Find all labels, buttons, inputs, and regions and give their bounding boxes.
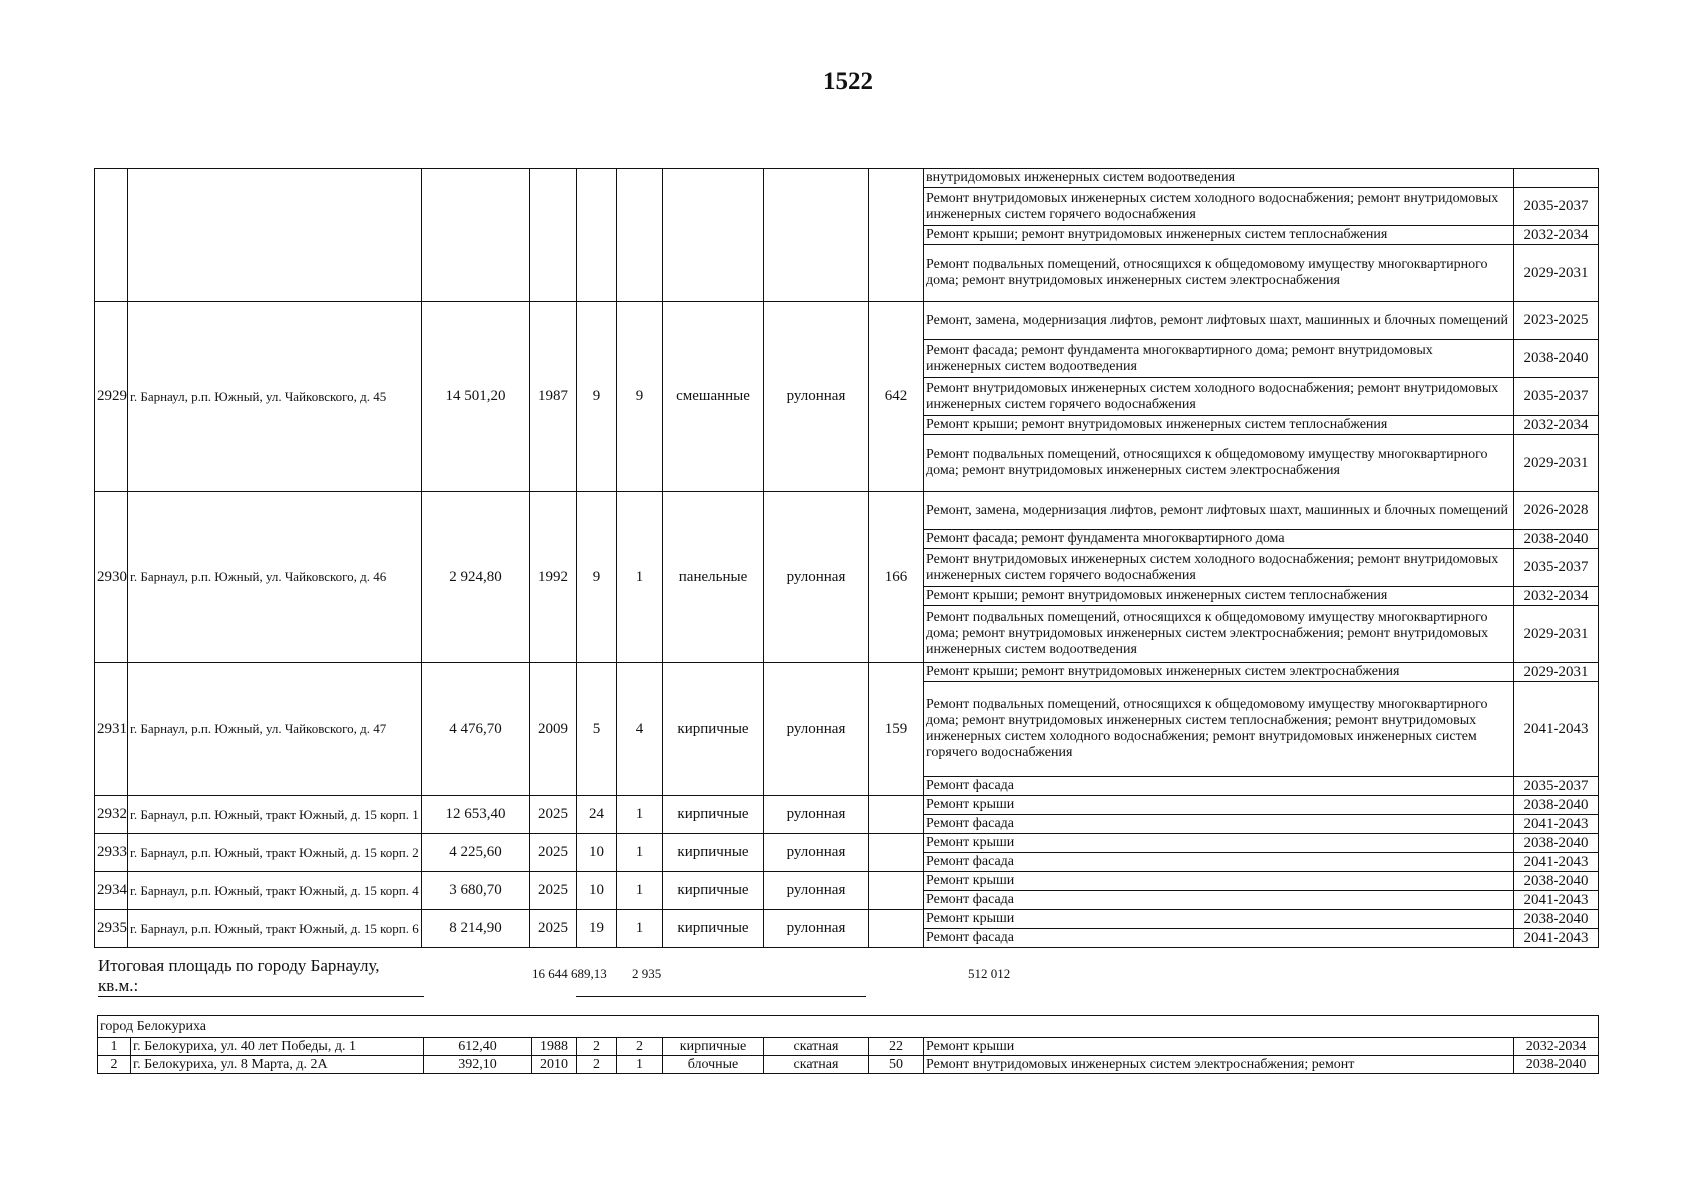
building-roof-cell: рулонная [764, 796, 869, 834]
building-residents-cell [869, 910, 924, 948]
period-cell: 2041-2043 [1514, 853, 1599, 872]
work-cell: Ремонт фасада; ремонт фундамента многоквартирного дома; ремонт внутридомовых инженерных систем водоотведения [924, 340, 1514, 378]
work-cell: Ремонт подвальных помещений, относящихся к общедомовому имуществу многоквартирного дома; ремонт внутридомовых инженерных систем теплоснабжения; ремонт внутридомовых инженерных систем холодного водоснабжения; ремонт внутридомовых инженерных систем горячего водоснабжения [924, 682, 1514, 777]
totals-count: 2 935 [632, 966, 662, 981]
table-row [95, 663, 1599, 682]
building-walls-cell: смешанные [663, 302, 764, 492]
building-residents-cell [869, 834, 924, 872]
building-entrances-cell: 1 [617, 910, 663, 948]
building-walls-cell: кирпичные [663, 910, 764, 948]
work-cell: Ремонт крыши; ремонт внутридомовых инженерных систем теплоснабжения [924, 587, 1514, 606]
main-table [94, 168, 1599, 948]
row-floors-cell: 2 [577, 1038, 617, 1056]
table-row [95, 910, 1599, 929]
row-year-cell: 2010 [532, 1056, 577, 1074]
building-walls-cell: кирпичные [663, 796, 764, 834]
table-row [95, 796, 1599, 815]
table-row [98, 1056, 1599, 1074]
building-roof-cell: рулонная [764, 492, 869, 663]
work-cell: Ремонт крыши [924, 1038, 1514, 1056]
work-cell: Ремонт, замена, модернизация лифтов, ремонт лифтовых шахт, машинных и блочных помещений [924, 302, 1514, 340]
row-entrances-cell: 1 [617, 1056, 663, 1074]
row-residents-cell: 22 [869, 1038, 924, 1056]
period-cell: 2035-2037 [1514, 188, 1599, 226]
work-cell: Ремонт подвальных помещений, относящихся к общедомовому имуществу многоквартирного дома; ремонт внутридомовых инженерных систем электроснабжения [924, 245, 1514, 302]
row-area-cell: 392,10 [424, 1056, 532, 1074]
totals-block [98, 956, 1498, 996]
building-no-cell: 2933 [95, 834, 128, 872]
period-cell: 2023-2025 [1514, 302, 1599, 340]
building-walls-cell: кирпичные [663, 834, 764, 872]
building-entrances-cell: 9 [617, 302, 663, 492]
period-cell: 2038-2040 [1514, 872, 1599, 891]
row-roof-cell: скатная [764, 1056, 869, 1074]
building-roof-cell: рулонная [764, 834, 869, 872]
row-no-cell: 1 [98, 1038, 131, 1056]
building-roof-cell: рулонная [764, 910, 869, 948]
building-floors-cell: 9 [577, 302, 617, 492]
building-roof-cell: рулонная [764, 663, 869, 796]
building-no-cell: 2929 [95, 302, 128, 492]
building-residents-cell [869, 796, 924, 834]
building-floors-cell: 10 [577, 872, 617, 910]
work-cell: Ремонт внутридомовых инженерных систем холодного водоснабжения; ремонт внутридомовых инженерных систем горячего водоснабжения [924, 378, 1514, 416]
work-cell: Ремонт подвальных помещений, относящихся к общедомовому имуществу многоквартирного дома; ремонт внутридомовых инженерных систем электроснабжения; ремонт внутридомовых инженерных систем водоотведения [924, 606, 1514, 663]
building-walls-cell: кирпичные [663, 663, 764, 796]
work-cell: Ремонт фасада [924, 777, 1514, 796]
building-no-cell: 2934 [95, 872, 128, 910]
building-entrances-cell: 1 [617, 872, 663, 910]
building-address-cell: г. Барнаул, р.п. Южный, тракт Южный, д. 15 корп. 6 [128, 910, 422, 948]
work-cell: внутридомовых инженерных систем водоотведения [924, 169, 1514, 188]
work-cell: Ремонт крыши [924, 796, 1514, 815]
period-cell: 2041-2043 [1514, 891, 1599, 910]
period-cell: 2032-2034 [1514, 1038, 1599, 1056]
table-row [95, 492, 1599, 530]
building-address-cell: г. Барнаул, р.п. Южный, ул. Чайковского, д. 47 [128, 663, 422, 796]
building-roof-cell: рулонная [764, 872, 869, 910]
totals-area: 16 644 689,13 [532, 966, 607, 981]
row-year-cell: 1988 [532, 1038, 577, 1056]
row-walls-cell: кирпичные [663, 1038, 764, 1056]
cont-walls-cell [663, 169, 764, 302]
building-floors-cell: 5 [577, 663, 617, 796]
building-floors-cell: 9 [577, 492, 617, 663]
row-no-cell: 2 [98, 1056, 131, 1074]
building-area-cell: 8 214,90 [422, 910, 530, 948]
row-residents-cell: 50 [869, 1056, 924, 1074]
building-no-cell: 2935 [95, 910, 128, 948]
work-cell: Ремонт подвальных помещений, относящихся к общедомовому имуществу многоквартирного дома; ремонт внутридомовых инженерных систем электроснабжения [924, 435, 1514, 492]
building-area-cell: 4 476,70 [422, 663, 530, 796]
period-cell: 2035-2037 [1514, 777, 1599, 796]
building-no-cell: 2930 [95, 492, 128, 663]
building-residents-cell: 166 [869, 492, 924, 663]
building-year-cell: 2009 [530, 663, 577, 796]
cont-entrances-cell [617, 169, 663, 302]
work-cell: Ремонт крыши; ремонт внутридомовых инженерных систем теплоснабжения [924, 416, 1514, 435]
work-cell: Ремонт внутридомовых инженерных систем холодного водоснабжения; ремонт внутридомовых инженерных систем горячего водоснабжения [924, 188, 1514, 226]
row-walls-cell: блочные [663, 1056, 764, 1074]
building-entrances-cell: 4 [617, 663, 663, 796]
building-year-cell: 2025 [530, 910, 577, 948]
work-cell: Ремонт, замена, модернизация лифтов, ремонт лифтовых шахт, машинных и блочных помещений [924, 492, 1514, 530]
work-cell: Ремонт крыши [924, 834, 1514, 853]
building-no-cell: 2932 [95, 796, 128, 834]
row-address-cell: г. Белокуриха, ул. 8 Марта, д. 2А [131, 1056, 424, 1074]
row-address-cell: г. Белокуриха, ул. 40 лет Победы, д. 1 [131, 1038, 424, 1056]
period-cell: 2038-2040 [1514, 530, 1599, 549]
main-table-body [95, 169, 1599, 948]
period-cell: 2029-2031 [1514, 663, 1599, 682]
table-row [95, 302, 1599, 340]
period-cell: 2029-2031 [1514, 435, 1599, 492]
city-title: город Белокуриха [98, 1016, 1599, 1038]
table-row [95, 169, 1599, 188]
period-cell: 2038-2040 [1514, 834, 1599, 853]
period-cell: 2035-2037 [1514, 549, 1599, 587]
work-cell: Ремонт крыши; ремонт внутридомовых инженерных систем электроснабжения [924, 663, 1514, 682]
row-entrances-cell: 2 [617, 1038, 663, 1056]
building-entrances-cell: 1 [617, 834, 663, 872]
building-residents-cell: 642 [869, 302, 924, 492]
building-year-cell: 2025 [530, 834, 577, 872]
cont-floors-cell [577, 169, 617, 302]
row-floors-cell: 2 [577, 1056, 617, 1074]
totals-label: Итоговая площадь по городу Барнаулу, кв.м.: [98, 956, 380, 995]
period-cell: 2032-2034 [1514, 226, 1599, 245]
totals-underline [98, 996, 424, 997]
building-address-cell: г. Барнаул, р.п. Южный, ул. Чайковского, д. 46 [128, 492, 422, 663]
building-walls-cell: кирпичные [663, 872, 764, 910]
building-area-cell: 14 501,20 [422, 302, 530, 492]
building-year-cell: 1987 [530, 302, 577, 492]
period-cell: 2029-2031 [1514, 606, 1599, 663]
period-cell: 2026-2028 [1514, 492, 1599, 530]
period-cell: 2032-2034 [1514, 416, 1599, 435]
period-cell: 2041-2043 [1514, 929, 1599, 948]
building-area-cell: 3 680,70 [422, 872, 530, 910]
building-area-cell: 12 653,40 [422, 796, 530, 834]
cont-year-cell [530, 169, 577, 302]
building-year-cell: 1992 [530, 492, 577, 663]
table-row [95, 834, 1599, 853]
work-cell: Ремонт внутридомовых инженерных систем холодного водоснабжения; ремонт внутридомовых инженерных систем горячего водоснабжения [924, 549, 1514, 587]
work-cell: Ремонт фасада [924, 929, 1514, 948]
cont-residents-cell [869, 169, 924, 302]
row-roof-cell: скатная [764, 1038, 869, 1056]
period-cell [1514, 169, 1599, 188]
period-cell: 2035-2037 [1514, 378, 1599, 416]
page-number: 1522 [823, 68, 873, 95]
totals-underline [576, 996, 866, 997]
row-area-cell: 612,40 [424, 1038, 532, 1056]
building-floors-cell: 10 [577, 834, 617, 872]
cont-area-cell [422, 169, 530, 302]
building-area-cell: 4 225,60 [422, 834, 530, 872]
period-cell: 2032-2034 [1514, 587, 1599, 606]
table-row [95, 872, 1599, 891]
building-address-cell: г. Барнаул, р.п. Южный, тракт Южный, д. 15 корп. 1 [128, 796, 422, 834]
work-cell: Ремонт крыши [924, 910, 1514, 929]
period-cell: 2038-2040 [1514, 796, 1599, 815]
cont-address-cell [128, 169, 422, 302]
work-cell: Ремонт крыши; ремонт внутридомовых инженерных систем теплоснабжения [924, 226, 1514, 245]
period-cell: 2041-2043 [1514, 815, 1599, 834]
building-walls-cell: панельные [663, 492, 764, 663]
work-cell: Ремонт фасада [924, 891, 1514, 910]
city-title-row [98, 1016, 1599, 1038]
period-cell: 2038-2040 [1514, 340, 1599, 378]
work-cell: Ремонт фасада [924, 815, 1514, 834]
table-row [98, 1038, 1599, 1056]
building-year-cell: 2025 [530, 872, 577, 910]
building-entrances-cell: 1 [617, 492, 663, 663]
building-address-cell: г. Барнаул, р.п. Южный, ул. Чайковского, д. 45 [128, 302, 422, 492]
cont-roof-cell [764, 169, 869, 302]
work-cell: Ремонт фасада [924, 853, 1514, 872]
period-cell: 2041-2043 [1514, 682, 1599, 777]
cont-no-cell [95, 169, 128, 302]
building-address-cell: г. Барнаул, р.п. Южный, тракт Южный, д. 15 корп. 4 [128, 872, 422, 910]
totals-residents: 512 012 [968, 966, 1011, 981]
building-residents-cell [869, 872, 924, 910]
building-roof-cell: рулонная [764, 302, 869, 492]
work-cell: Ремонт фасада; ремонт фундамента многоквартирного дома [924, 530, 1514, 549]
period-cell: 2038-2040 [1514, 1056, 1599, 1074]
city-table [97, 1015, 1599, 1074]
building-entrances-cell: 1 [617, 796, 663, 834]
building-residents-cell: 159 [869, 663, 924, 796]
work-cell: Ремонт внутридомовых инженерных систем электроснабжения; ремонт [924, 1056, 1514, 1074]
building-year-cell: 2025 [530, 796, 577, 834]
building-floors-cell: 19 [577, 910, 617, 948]
building-no-cell: 2931 [95, 663, 128, 796]
building-address-cell: г. Барнаул, р.п. Южный, тракт Южный, д. 15 корп. 2 [128, 834, 422, 872]
building-floors-cell: 24 [577, 796, 617, 834]
period-cell: 2029-2031 [1514, 245, 1599, 302]
work-cell: Ремонт крыши [924, 872, 1514, 891]
period-cell: 2038-2040 [1514, 910, 1599, 929]
building-area-cell: 2 924,80 [422, 492, 530, 663]
